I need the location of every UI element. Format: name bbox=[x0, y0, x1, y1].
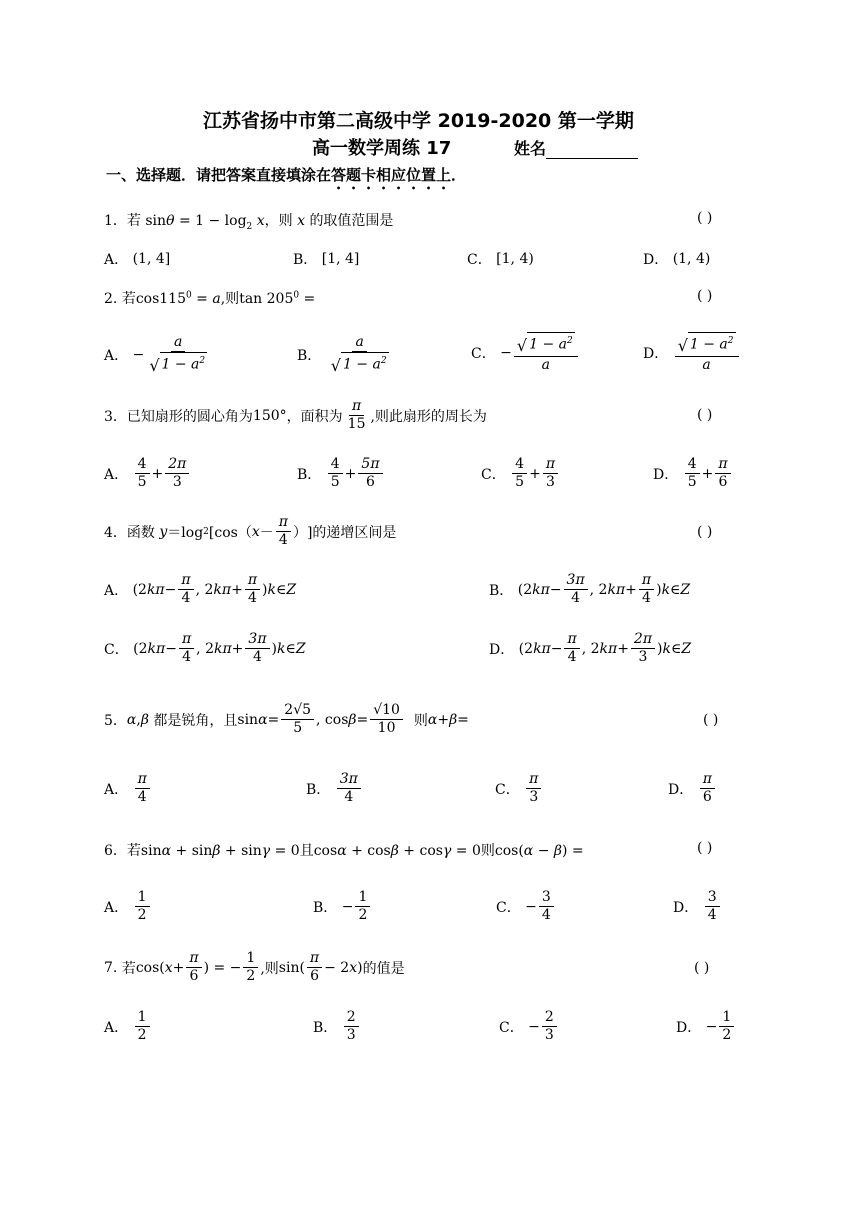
question-1: 1．若 $\sin\theta = 1 - \log_2 x$，则 x 的取值范围是 bbox=[104, 213, 394, 232]
document-title: 江苏省扬中市第二高级中学 2019-2020 第一学期 bbox=[203, 110, 634, 132]
q5-option-a: A． $\frac{\pi}{4}$ bbox=[104, 771, 152, 806]
q4-option-c: C． (2 kπ − $\frac{\pi}{4}$ , 2 kπ + $\frac{3\pi}{4}$ ) k ∈ Z bbox=[104, 631, 306, 665]
q2-option-d: D． √ $1 - a^2$ a bbox=[643, 332, 741, 374]
question-4: 4． 函数 y ＝log 2 [cos（ x － $\frac{\pi}{4}$ ） ]的递增区间是 bbox=[104, 514, 397, 548]
q4-option-b: B． (2 kπ − $\frac{3\pi}{4}$ , 2 kπ + $\frac{\pi}{4}$ ) k ∈ Z bbox=[489, 572, 691, 606]
answer-paren-6: ( ) bbox=[697, 840, 713, 856]
answer-paren-1: ( ) bbox=[697, 210, 713, 226]
q2-option-c: C． − √ $1 - a^2$ a bbox=[471, 332, 580, 374]
q6-option-c: C． − $\frac{3}{4}$ bbox=[496, 889, 556, 924]
name-field bbox=[514, 136, 638, 159]
question-7: 7. 若 cos( x + $\frac{\pi}{6}$ ) = − $\frac{1}{2}$ ,则 sin( $\frac{\pi}{6}$ − 2 x ) 的值是 bbox=[104, 950, 405, 984]
q7-option-d: D． − $\frac{1}{2}$ bbox=[676, 1009, 736, 1044]
q3-option-c: C． $\frac{4}{5}$ + $\frac{\pi}{3}$ bbox=[481, 456, 560, 491]
answer-paren-7: ( ) bbox=[694, 960, 710, 976]
q7-option-b: B． $\frac{2}{3}$ bbox=[313, 1009, 361, 1044]
question-2: 2. 若$\cos 115^0 = a$,则$\tan 205^0$ = bbox=[104, 290, 316, 307]
q5-option-c: C． $\frac{\pi}{3}$ bbox=[495, 771, 543, 806]
question-5: 5． α , β 都是锐角，且 sin α = $\frac{2√5}{5}$ , cos β = $\frac{√10}{10}$ 则 α + β = bbox=[104, 702, 469, 736]
q7-option-a: A． $\frac{1}{2}$ bbox=[104, 1009, 152, 1044]
q3-option-d: D． $\frac{4}{5}$ + $\frac{\pi}{6}$ bbox=[653, 456, 733, 491]
q6-option-d: D． $\frac{3}{4}$ bbox=[673, 889, 722, 924]
section-heading: 一、选择题．请把答案直接填涂在答题卡相应位置上． bbox=[106, 166, 467, 184]
answer-paren-3: ( ) bbox=[697, 407, 713, 423]
q4-option-a: A． (2 kπ − $\frac{\pi}{4}$ , 2 kπ + $\frac{\pi}{4}$ ) k ∈ Z bbox=[104, 572, 297, 606]
q1-option-c: C． [1, 4) bbox=[467, 251, 534, 268]
q4-option-d: D． (2 kπ − $\frac{\pi}{4}$ , 2 kπ + $\frac{2\pi}{3}$ ) k ∈ Z bbox=[489, 631, 692, 665]
q7-option-c: C． − $\frac{2}{3}$ bbox=[499, 1009, 559, 1044]
section-emphasis: 答题卡相应位置上 bbox=[331, 166, 452, 184]
answer-paren-2: ( ) bbox=[697, 288, 713, 304]
q3-option-b: B． $\frac{4}{5}$ + $\frac{5\pi}{6}$ bbox=[297, 456, 385, 491]
question-6: 6．若sinα + sinβ + sinγ = 0且cosα + cosβ + cosγ = 0则cos(α − β) = bbox=[104, 843, 584, 859]
q1-option-b: B． [1, 4] bbox=[293, 251, 360, 268]
q1-option-a: A． (1, 4] bbox=[104, 251, 171, 268]
answer-paren-5: ( ) bbox=[703, 712, 719, 728]
q5-option-b: B． $\frac{3\pi}{4}$ bbox=[306, 771, 363, 806]
q2-option-a: A． − a √ $1 - a^2$ bbox=[104, 334, 206, 375]
name-label: 姓名 bbox=[514, 139, 547, 158]
document-subtitle: 高一数学周练 17 bbox=[312, 138, 452, 159]
question-3: 3． 已知扇形的圆心角为 150° ，面积为 $\frac{\pi}{15}$ ,则此扇形的周长为 bbox=[104, 398, 487, 432]
q6-option-b: B． − $\frac{1}{2}$ bbox=[313, 889, 372, 924]
q6-option-a: A． $\frac{1}{2}$ bbox=[104, 889, 152, 924]
q2-option-b: B． a √ $1 - a^2$ bbox=[297, 334, 387, 375]
q5-option-d: D． $\frac{\pi}{6}$ bbox=[668, 771, 717, 806]
answer-paren-4: ( ) bbox=[697, 524, 713, 540]
name-blank bbox=[546, 144, 638, 159]
q3-option-a: A． $\frac{4}{5}$ + $\frac{2\pi}{3}$ bbox=[104, 456, 191, 491]
q1-option-d: D． (1, 4) bbox=[643, 251, 711, 268]
